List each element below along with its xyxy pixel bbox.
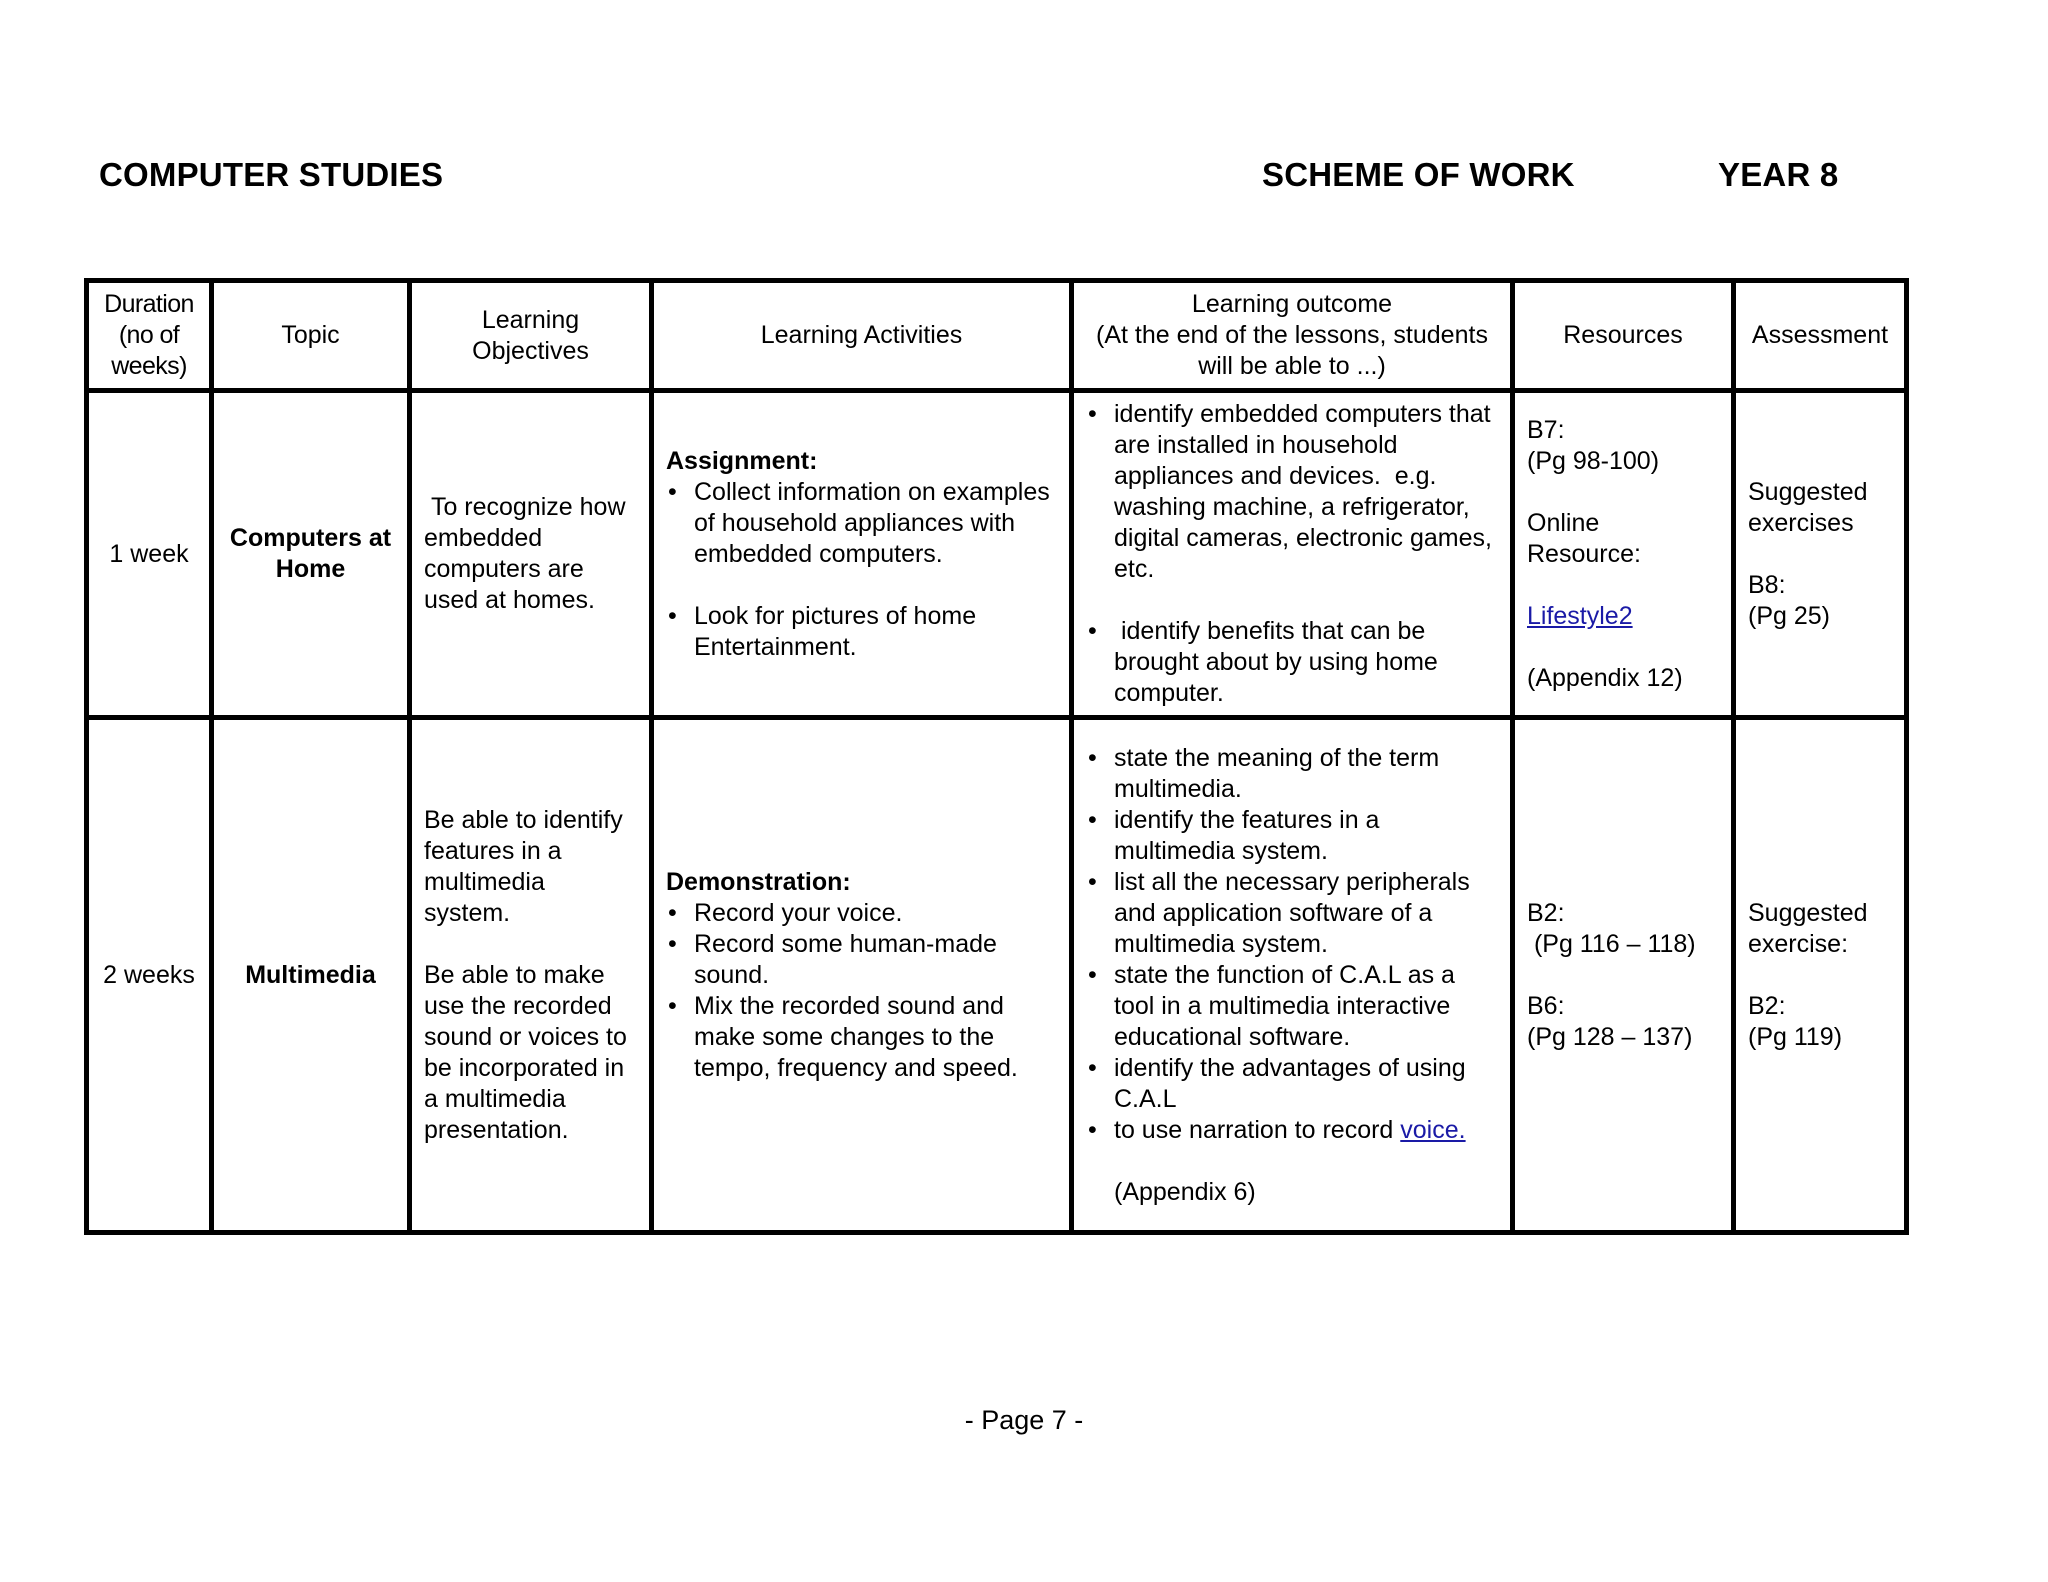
activities-list (666, 601, 1057, 663)
resource-book-ref: B2: (1527, 898, 1565, 927)
duration-cell: 2 weeks (87, 718, 212, 1233)
col-header-outcome-subtitle: (At the end of the lessons, students will be able to ...) (1096, 321, 1488, 380)
activities-heading: Assignment: (666, 446, 818, 475)
col-header-activities: Learning Activities (652, 281, 1072, 391)
col-header-outcome (1072, 281, 1513, 391)
resource-book-ref: B7: (1527, 415, 1565, 444)
voice-link[interactable]: voice. (1400, 1115, 1466, 1144)
list-item: • state the function of C.A.L as a tool in a multimedia interactive educational software. (1114, 960, 1498, 1053)
list-item: • list all the necessary peripherals and application software of a multimedia system. (1114, 867, 1498, 960)
assessment-cell (1734, 718, 1907, 1233)
list-item: • Record some human-made sound. (694, 929, 1057, 991)
list-item: • Collect information on examples of household appliances with embedded computers. (694, 477, 1057, 570)
list-item (1114, 1115, 1498, 1146)
list-item: • Mix the recorded sound and make some changes to the tempo, frequency and speed. (694, 991, 1057, 1084)
list-item: • identify the features in a multimedia system. (1114, 805, 1498, 867)
objectives-cell (410, 391, 652, 718)
resource-book-ref: B6: (1527, 991, 1565, 1020)
scheme-of-work-table (84, 278, 1909, 1235)
outcomes-list (1086, 399, 1498, 585)
list-item: • identify the advantages of using C.A.L (1114, 1053, 1498, 1115)
outcome-text: to use narration to record (1114, 1115, 1401, 1144)
resources-cell (1513, 391, 1734, 718)
activities-cell (652, 718, 1072, 1233)
resource-book-pages: (Pg 98-100) (1527, 446, 1660, 475)
document-subject: COMPUTER STUDIES (99, 156, 444, 193)
resource-link[interactable]: Lifestyle2 (1527, 601, 1633, 630)
assessment-book-ref: B2: (1748, 991, 1786, 1020)
page-number: - Page 7 - (964, 1405, 1084, 1435)
assessment-text: Suggested exercises (1748, 477, 1868, 537)
activities-list (666, 477, 1057, 570)
resource-online-label: Online Resource: (1527, 508, 1641, 568)
table-row (87, 718, 1907, 1233)
col-header-duration-text: Duration (no of weeks) (104, 290, 194, 380)
activities-heading: Demonstration: (666, 867, 851, 896)
outcomes-list (1086, 616, 1498, 709)
assessment-book-ref: B8: (1748, 570, 1786, 599)
outcome-text: identify embedded computers that are installed in household appliances and devices. (1114, 400, 1491, 490)
col-header-outcome-title: Learning outcome (1191, 290, 1393, 318)
document-year: YEAR 8 (1718, 156, 1839, 193)
col-header-resources: Resources (1513, 281, 1734, 391)
objectives-cell (410, 718, 652, 1233)
col-header-topic: Topic (212, 281, 410, 391)
resource-book-pages: (Pg 128 – 137) (1527, 1022, 1693, 1051)
duration-cell: 1 week (87, 391, 212, 718)
outcome-example-text: e.g. washing machine, a refrigerator, digital cameras, electronic games, etc. (1114, 462, 1499, 583)
outcomes-cell (1072, 391, 1513, 718)
assessment-book-pages: (Pg 25) (1748, 601, 1830, 630)
assessment-text: Suggested exercise: (1748, 898, 1868, 958)
activities-list (666, 898, 1057, 1084)
outcomes-cell (1072, 718, 1513, 1233)
col-header-duration (87, 281, 212, 391)
resource-book-pages: (Pg 116 – 118) (1527, 929, 1696, 958)
list-item: • state the meaning of the term multimedia. (1114, 743, 1498, 805)
list-item: • identify benefits that can be brought about by using home computer. (1114, 616, 1498, 709)
col-header-objectives: Learning Objectives (410, 281, 652, 391)
list-item (1114, 399, 1498, 585)
topic-cell: Multimedia (212, 718, 410, 1233)
objective-text: Be able to identify features in a multimedia system. (424, 805, 623, 927)
header-row (87, 281, 1907, 391)
col-header-assessment: Assessment (1734, 281, 1907, 391)
table-row (87, 391, 1907, 718)
objective-text: To recognize how embedded computers are used at homes. (424, 493, 633, 614)
resources-cell (1513, 718, 1734, 1233)
activities-cell (652, 391, 1072, 718)
topic-cell: Computers at Home (212, 391, 410, 718)
list-item: • Record your voice. (694, 898, 1057, 929)
resource-appendix: (Appendix 12) (1527, 663, 1683, 692)
assessment-book-pages: (Pg 119) (1748, 1022, 1843, 1051)
document-type: SCHEME OF WORK (1262, 156, 1575, 193)
objective-text: Be able to make use the recorded sound or voices to be incorporated in a multimedia presentation. (424, 960, 627, 1144)
list-item: • Look for pictures of home Entertainment. (694, 601, 1057, 663)
outcomes-list (1086, 743, 1498, 1146)
assessment-cell (1734, 391, 1907, 718)
outcome-appendix: (Appendix 6) (1114, 1177, 1256, 1206)
